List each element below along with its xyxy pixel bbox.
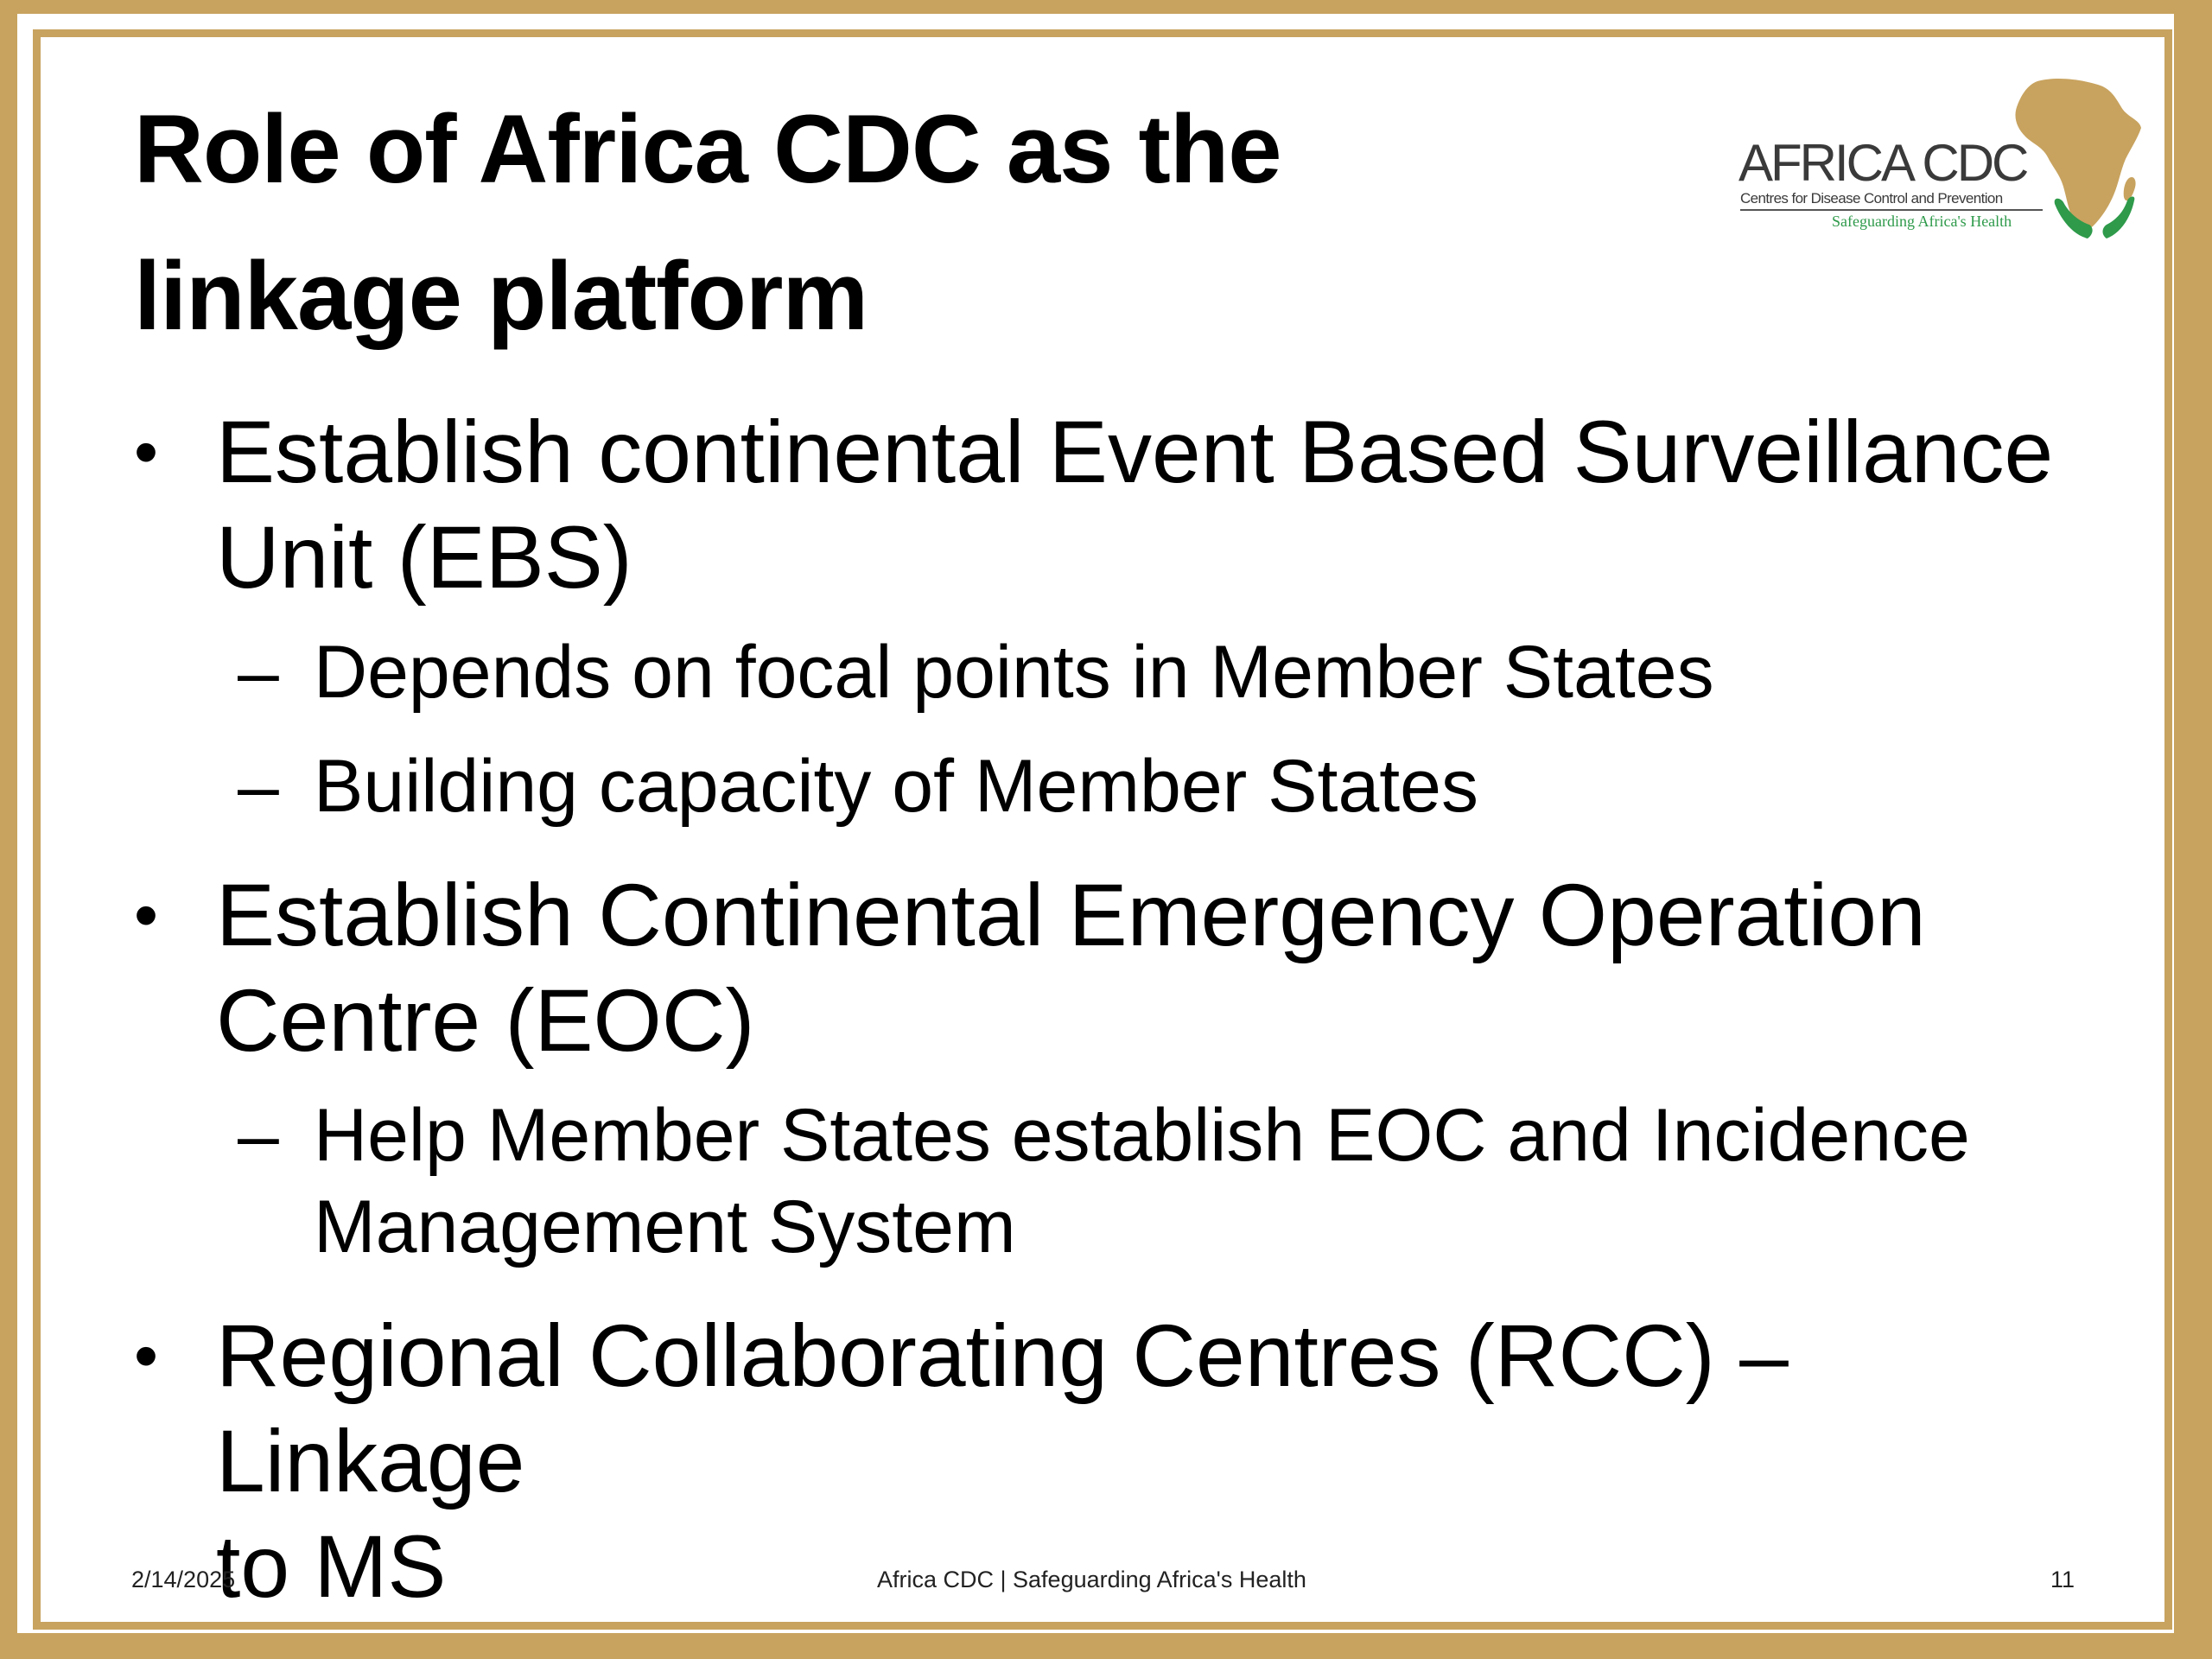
sub-bullet-marker: – bbox=[238, 1094, 279, 1177]
bullet-text-line: to MS bbox=[216, 1517, 447, 1616]
bullet-marker: • bbox=[134, 876, 159, 953]
bullet-marker: • bbox=[134, 1317, 159, 1394]
bullet-ebs bbox=[134, 399, 2117, 610]
sub-bullet-capacity bbox=[238, 741, 2085, 832]
bullet-text-line: Centre (EOC) bbox=[216, 971, 755, 1070]
footer-text: Africa CDC | Safeguarding Africa's Health bbox=[877, 1567, 1306, 1592]
sub-bullet-text: Depends on focal points in Member States bbox=[314, 631, 1714, 714]
africa-cdc-logo bbox=[1735, 74, 2141, 247]
bullet-text-line: Regional Collaborating Centres (RCC) – Linkage bbox=[216, 1306, 1789, 1510]
logo-tagline: Safeguarding Africa's Health bbox=[1832, 213, 2012, 230]
sub-bullet-text: Management System bbox=[314, 1185, 1016, 1268]
logo-rule bbox=[1740, 209, 2043, 211]
bullet-marker: • bbox=[134, 413, 159, 490]
footer-date: 2/14/2025 bbox=[131, 1567, 236, 1592]
sub-bullet-text: Building capacity of Member States bbox=[314, 745, 1478, 828]
slide-number: 11 bbox=[2050, 1567, 2075, 1592]
bullet-text-line: Establish continental Event Based Surveillance bbox=[216, 403, 2054, 501]
sub-bullet-text: Help Member States establish EOC and Incidence bbox=[314, 1094, 1970, 1177]
sub-bullet-eoc-help bbox=[238, 1090, 2085, 1273]
sub-bullet-marker: – bbox=[238, 745, 279, 828]
title-line-1: Role of Africa CDC as the bbox=[134, 95, 1281, 203]
logo-name: AFRICA CDC bbox=[1738, 134, 2027, 192]
sub-bullet-marker: – bbox=[238, 631, 279, 714]
bullet-eoc bbox=[134, 862, 2117, 1073]
logo-subtitle: Centres for Disease Control and Prevention bbox=[1740, 190, 2003, 207]
bullet-text-line: Unit (EBS) bbox=[216, 508, 632, 607]
title-line-2: linkage platform bbox=[134, 242, 868, 350]
slide-title bbox=[134, 76, 1516, 370]
bullet-text-line: Establish Continental Emergency Operation bbox=[216, 866, 1926, 964]
sub-bullet-focal-points bbox=[238, 626, 2085, 718]
